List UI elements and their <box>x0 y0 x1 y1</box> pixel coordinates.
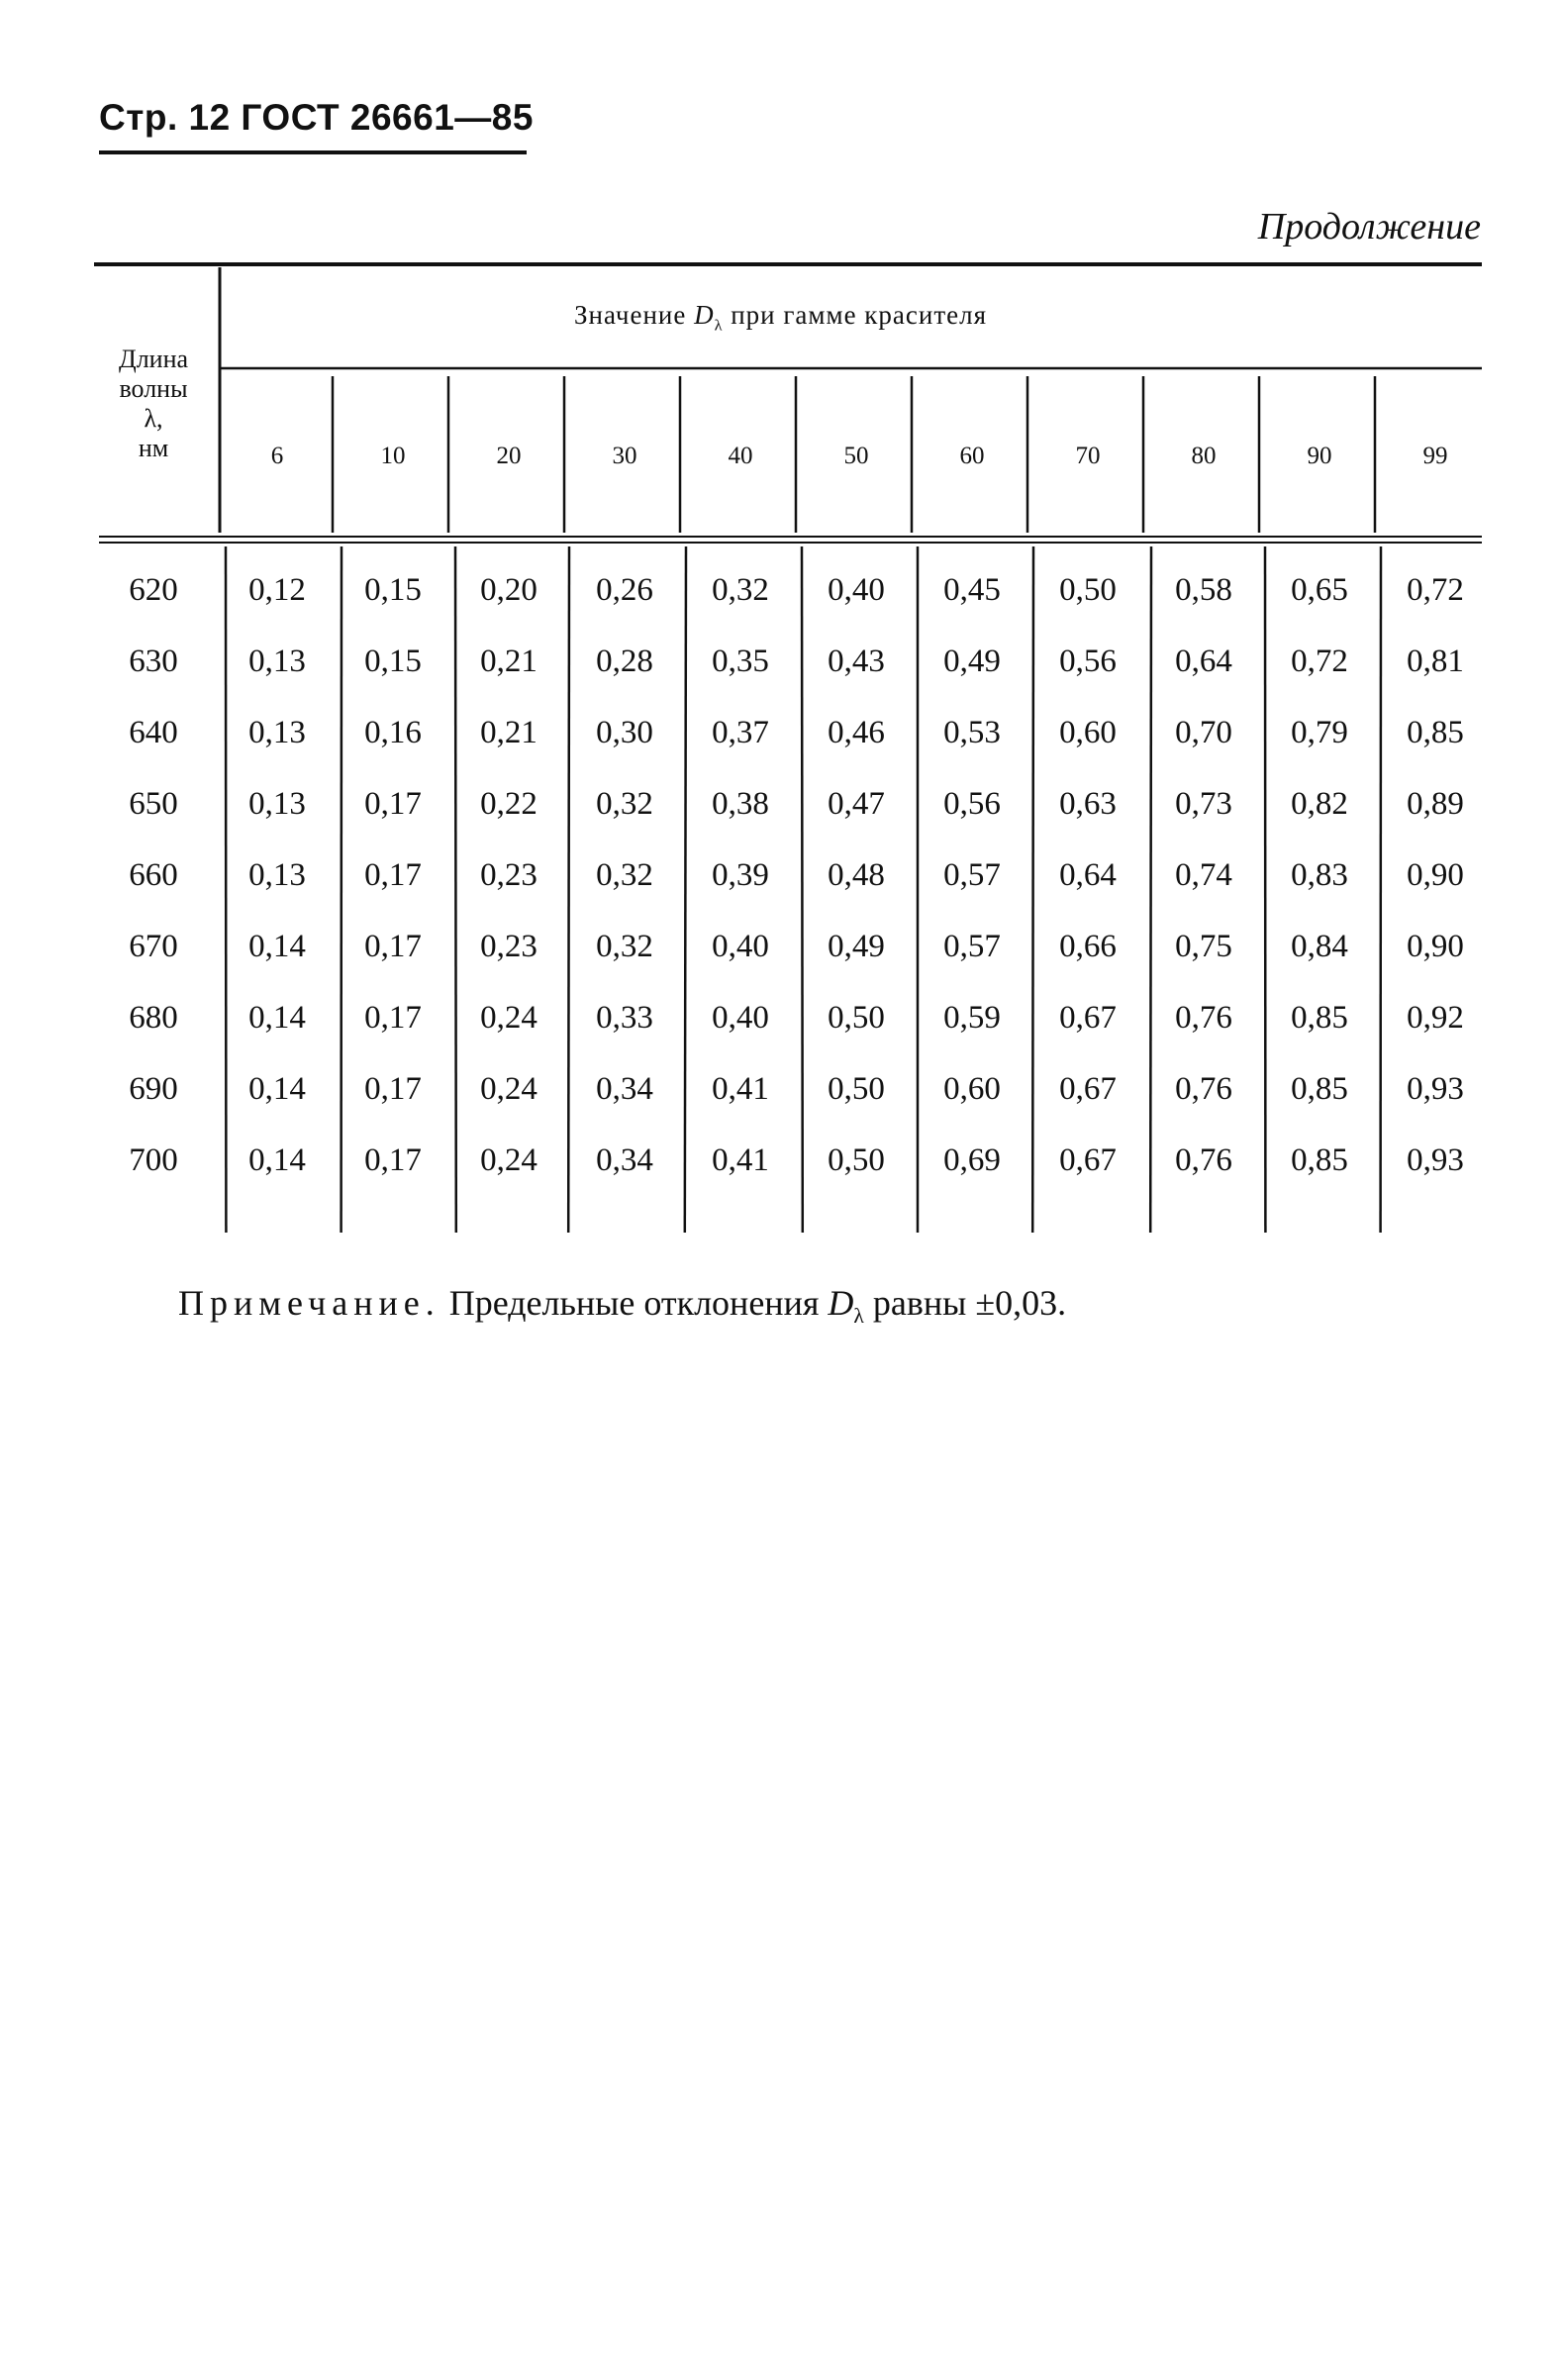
value-cell: 0,22 <box>480 786 537 822</box>
column-header: 40 <box>728 443 753 469</box>
value-cell: 0,21 <box>480 715 537 750</box>
value-cell: 0,40 <box>712 1000 769 1036</box>
note-text-after: равны ±0,03. <box>872 1283 1067 1323</box>
value-cell: 0,34 <box>596 1142 653 1178</box>
column-header: 30 <box>612 443 637 469</box>
value-cell: 0,24 <box>480 1071 537 1107</box>
value-cell: 0,40 <box>828 572 885 608</box>
body-column-divider <box>568 546 569 1233</box>
value-cell: 0,64 <box>1175 644 1232 679</box>
value-cell: 0,89 <box>1407 786 1464 822</box>
value-cell: 0,60 <box>1059 715 1117 750</box>
value-cell: 0,32 <box>596 786 653 822</box>
wavelength-cell: 630 <box>129 644 178 679</box>
value-cell: 0,23 <box>480 929 537 964</box>
value-cell: 0,17 <box>364 1071 422 1107</box>
value-cell: 0,48 <box>828 857 885 893</box>
value-cell: 0,57 <box>943 929 1001 964</box>
value-cell: 0,32 <box>712 572 769 608</box>
wavelength-header-line: нм <box>138 434 169 462</box>
group-header-suffix: при гамме красителя <box>731 300 988 330</box>
value-cell: 0,20 <box>480 572 537 608</box>
value-cell: 0,50 <box>828 1000 885 1036</box>
value-cell: 0,73 <box>1175 786 1232 822</box>
value-cell: 0,82 <box>1291 786 1348 822</box>
value-cell: 0,93 <box>1407 1142 1464 1178</box>
note-label: Примечание. <box>178 1283 440 1323</box>
value-cell: 0,23 <box>480 857 537 893</box>
value-cell: 0,84 <box>1291 929 1348 964</box>
wavelength-cell: 670 <box>129 929 178 964</box>
value-cell: 0,37 <box>712 715 769 750</box>
value-cell: 0,33 <box>596 1000 653 1036</box>
value-cell: 0,21 <box>480 644 537 679</box>
value-cell: 0,92 <box>1407 1000 1464 1036</box>
value-cell: 0,60 <box>943 1071 1001 1107</box>
value-cell: 0,70 <box>1175 715 1232 750</box>
value-cell: 0,47 <box>828 786 885 822</box>
value-cell: 0,39 <box>712 857 769 893</box>
value-cell: 0,24 <box>480 1000 537 1036</box>
wavelength-header-line: волны <box>119 374 188 403</box>
value-cell: 0,14 <box>248 1142 306 1178</box>
value-cell: 0,26 <box>596 572 653 608</box>
value-cell: 0,41 <box>712 1142 769 1178</box>
value-cell: 0,30 <box>596 715 653 750</box>
value-cell: 0,85 <box>1291 1000 1348 1036</box>
value-cell: 0,13 <box>248 715 306 750</box>
value-cell: 0,46 <box>828 715 885 750</box>
value-cell: 0,34 <box>596 1071 653 1107</box>
value-cell: 0,79 <box>1291 715 1348 750</box>
value-cell: 0,16 <box>364 715 422 750</box>
value-cell: 0,13 <box>248 644 306 679</box>
note-text-before: Предельные отклонения <box>448 1283 820 1323</box>
wavelength-cell: 640 <box>129 715 178 750</box>
value-cell: 0,76 <box>1175 1142 1232 1178</box>
value-cell: 0,90 <box>1407 929 1464 964</box>
value-cell: 0,28 <box>596 644 653 679</box>
column-header: 70 <box>1075 443 1101 469</box>
value-cell: 0,65 <box>1291 572 1348 608</box>
value-cell: 0,63 <box>1059 786 1117 822</box>
value-cell: 0,32 <box>596 929 653 964</box>
value-cell: 0,45 <box>943 572 1001 608</box>
value-cell: 0,72 <box>1407 572 1464 608</box>
value-cell: 0,50 <box>1059 572 1117 608</box>
value-cell: 0,17 <box>364 929 422 964</box>
value-cell: 0,35 <box>712 644 769 679</box>
value-cell: 0,38 <box>712 786 769 822</box>
wavelength-cell: 690 <box>129 1071 178 1107</box>
d-lambda-symbol: $D_\lambda$ <box>694 300 724 335</box>
value-cell: 0,17 <box>364 857 422 893</box>
value-cell: 0,76 <box>1175 1000 1232 1036</box>
value-cell: 0,85 <box>1291 1142 1348 1178</box>
value-cell: 0,74 <box>1175 857 1232 893</box>
value-cell: 0,56 <box>1059 644 1117 679</box>
note <box>178 1282 1066 1329</box>
value-cell: 0,12 <box>248 572 306 608</box>
column-header: 10 <box>380 443 406 469</box>
value-cell: 0,17 <box>364 1000 422 1036</box>
value-cell: 0,72 <box>1291 644 1348 679</box>
value-cell: 0,41 <box>712 1071 769 1107</box>
value-cell: 0,90 <box>1407 857 1464 893</box>
value-cell: 0,76 <box>1175 1071 1232 1107</box>
column-header: 50 <box>843 443 869 469</box>
wavelength-cell: 700 <box>129 1142 178 1178</box>
value-cell: 0,50 <box>828 1142 885 1178</box>
column-header: 90 <box>1307 443 1332 469</box>
value-cell: 0,81 <box>1407 644 1464 679</box>
value-cell: 0,75 <box>1175 929 1232 964</box>
wavelength-cell: 660 <box>129 857 178 893</box>
group-header-prefix: Значение <box>574 300 687 330</box>
wavelength-cell: 680 <box>129 1000 178 1036</box>
value-cell: 0,66 <box>1059 929 1117 964</box>
value-cell: 0,67 <box>1059 1142 1117 1178</box>
value-cell: 0,53 <box>943 715 1001 750</box>
value-cell: 0,83 <box>1291 857 1348 893</box>
value-cell: 0,50 <box>828 1071 885 1107</box>
wavelength-header <box>99 345 208 463</box>
value-cell: 0,59 <box>943 1000 1001 1036</box>
continuation-label: Продолжение <box>1257 206 1481 248</box>
value-cell: 0,56 <box>943 786 1001 822</box>
value-cell: 0,49 <box>943 644 1001 679</box>
value-cell: 0,14 <box>248 1000 306 1036</box>
value-cell: 0,67 <box>1059 1071 1117 1107</box>
value-cell: 0,24 <box>480 1142 537 1178</box>
group-header <box>574 300 987 335</box>
value-cell: 0,14 <box>248 1071 306 1107</box>
value-cell: 0,40 <box>712 929 769 964</box>
page-header: Стр. 12 ГОСТ 26661—85 <box>99 97 534 138</box>
value-cell: 0,57 <box>943 857 1001 893</box>
value-cell: 0,13 <box>248 786 306 822</box>
column-header: 60 <box>959 443 985 469</box>
value-cell: 0,13 <box>248 857 306 893</box>
value-cell: 0,85 <box>1407 715 1464 750</box>
value-cell: 0,93 <box>1407 1071 1464 1107</box>
wavelength-cell: 620 <box>129 572 178 608</box>
wavelength-cell: 650 <box>129 786 178 822</box>
value-cell: 0,43 <box>828 644 885 679</box>
column-header: 20 <box>496 443 522 469</box>
value-cell: 0,64 <box>1059 857 1117 893</box>
value-cell: 0,49 <box>828 929 885 964</box>
value-cell: 0,17 <box>364 786 422 822</box>
column-header: 80 <box>1191 443 1217 469</box>
value-cell: 0,15 <box>364 644 422 679</box>
value-cell: 0,69 <box>943 1142 1001 1178</box>
value-cell: 0,58 <box>1175 572 1232 608</box>
value-cell: 0,14 <box>248 929 306 964</box>
wavelength-header-line: Длина <box>118 345 189 373</box>
value-cell: 0,85 <box>1291 1071 1348 1107</box>
value-cell: 0,32 <box>596 857 653 893</box>
value-cell: 0,15 <box>364 572 422 608</box>
column-header: 99 <box>1422 443 1448 469</box>
column-header: 6 <box>270 443 284 469</box>
value-cell: 0,67 <box>1059 1000 1117 1036</box>
wavelength-header-line: λ, <box>144 404 163 433</box>
value-cell: 0,17 <box>364 1142 422 1178</box>
note-d-lambda-symbol: $D_\lambda$ <box>828 1283 864 1329</box>
